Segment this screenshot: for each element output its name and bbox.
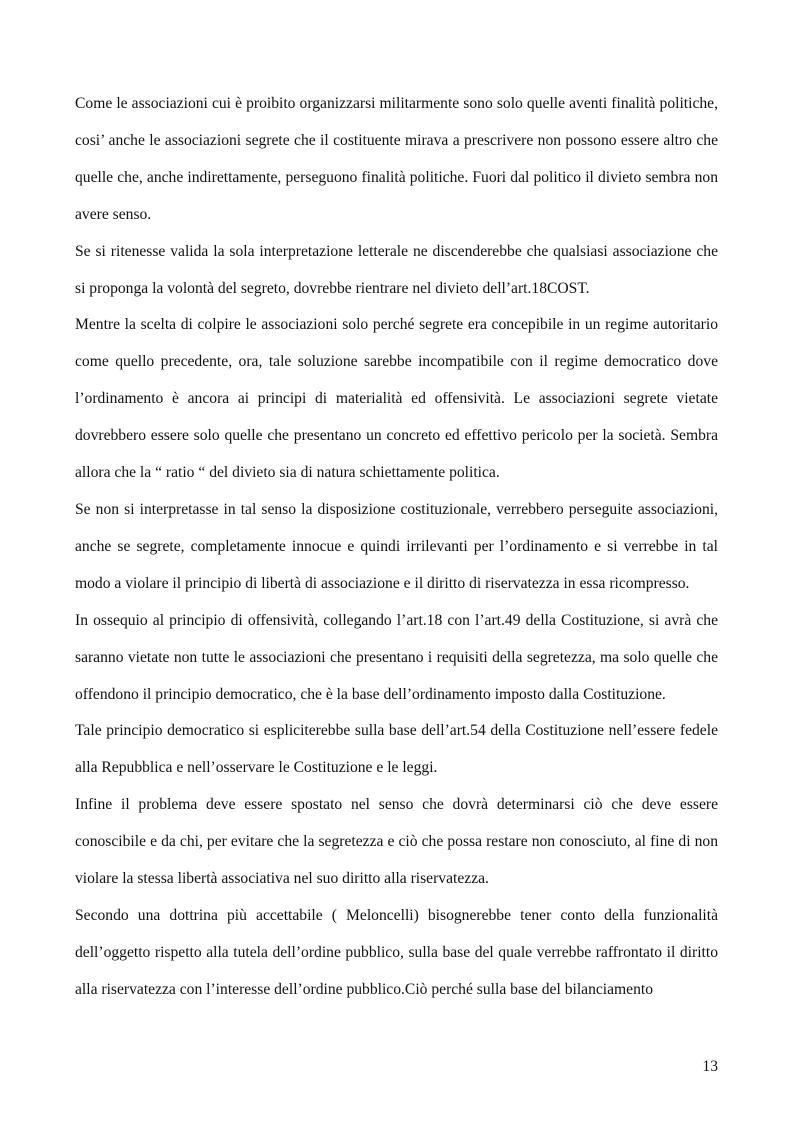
- paragraph-1: Come le associazioni cui è proibito organizzarsi militarmente sono solo quelle aventi finalità politiche, cosi’ anche le associazioni segrete che il costituente mirava a prescrivere non possono essere altro che quelle che, anche indirettamente, perseguono finalità politiche. Fuori dal politico il divieto sembra non avere senso.: [75, 95, 718, 223]
- paragraph-6: Tale principio democratico si espliciterebbe sulla base dell’art.54 della Costituzione nell’essere fedele alla Repubblica e nell’osservare le Costituzione e le leggi.: [75, 722, 718, 777]
- paragraph-3: Mentre la scelta di colpire le associazioni solo perché segrete era concepibile in un regime autoritario come quello precedente, ora, tale soluzione sarebbe incompatibile con il regime democratico dove l’ordinamento è ancora ai principi di materialità ed offensività. Le associazioni segrete vietate dovrebbero essere solo quelle che presentano un concreto ed effettivo pericolo per la società. Sembra allora che la “ ratio “ del divieto sia di natura schiettamente politica.: [75, 316, 718, 482]
- paragraph-7: Infine il problema deve essere spostato nel senso che dovrà determinarsi ciò che deve essere conoscibile e da chi, per evitare che la segretezza e ciò che possa restare non conosciuto, al fine di non violare la stessa libertà associativa nel suo diritto alla riservatezza.: [75, 796, 718, 888]
- document-body: [75, 86, 718, 1009]
- paragraph-2: Se si ritenesse valida la sola interpretazione letterale ne discenderebbe che qualsiasi associazione che si proponga la volontà del segreto, dovrebbe rientrare nel divieto dell’art.18COST.: [75, 242, 718, 297]
- page-number: 13: [702, 1058, 718, 1075]
- paragraph-4: Se non si interpretasse in tal senso la disposizione costituzionale, verrebbero perseguite associazioni, anche se segrete, completamente innocue e quindi irrilevanti per l’ordinamento e si verrebbe in tal modo a violare il principio di libertà di associazione e il diritto di riservatezza in essa ricompresso.: [75, 500, 718, 592]
- paragraph-8: Secondo una dottrina più accettabile ( Meloncelli) bisognerebbe tener conto della funzionalità dell’oggetto rispetto alla tutela dell’ordine pubblico, sulla base del quale verrebbe raffrontato il diritto alla riservatezza con l’interesse dell’ordine pubblico.Ciò perché sulla base del bilanciamento: [75, 906, 718, 998]
- paragraph-5: In ossequio al principio di offensività, collegando l’art.18 con l’art.49 della Costituzione, si avrà che saranno vietate non tutte le associazioni che presentano i requisiti della segretezza, ma solo quelle che offendono il principio democratico, che è la base dell’ordinamento imposto dalla Costituzione.: [75, 611, 718, 703]
